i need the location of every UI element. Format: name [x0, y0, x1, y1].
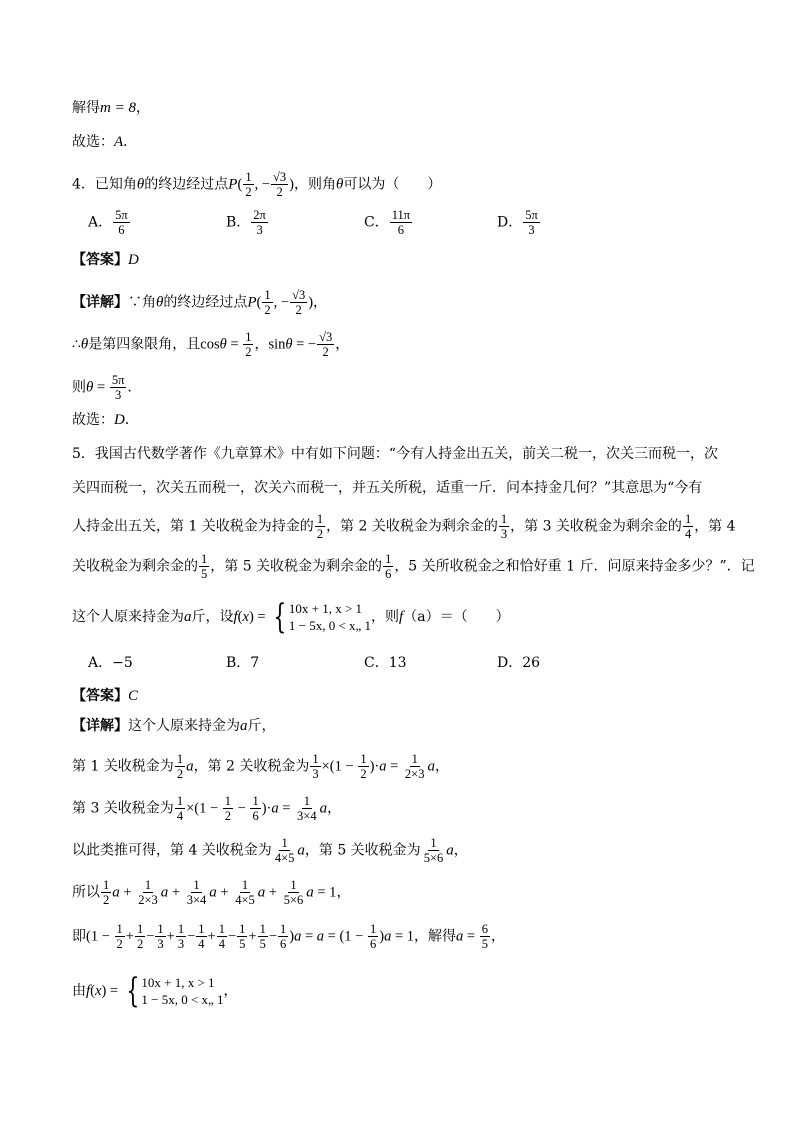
choice-line: 故选：A．	[72, 134, 138, 150]
solve-line: 解得m = 8，	[72, 100, 150, 116]
q5-option-b: B．7	[226, 655, 260, 671]
q5-option-d: D．26	[497, 655, 541, 671]
q5-line-4: 关收税金为剩余金的 $\frac{1}{5}$ ，第 5 关收税金为剩余金的 $\frac{1}{6}$ ，5 关所收税金之和恰好重 1 斤．问原来持金多少？”．记	[72, 552, 755, 581]
q5-line-2: 关四而税一，次关五而税一，次关六而税一，并五关所税，适重一斤．问本持金几何？”其意思为“今有	[72, 480, 703, 496]
q5-option-c: C．13	[364, 655, 407, 671]
q5-detail-6: 即(1 − $\frac{1}{2}$ + $\frac{1}{2}$ − $\frac{1}{3}$ + $\frac{1}{3}$ − $\frac{1}{4}$ + $\frac{1}{4}$ − $\frac{1}{5}$ + $\frac{1}{5}$ − $\frac{1}{6}$ )a = a = (1 − $\frac{1}{6}$ )a = 1，解得a = $\frac{6}{5}$ ，	[72, 922, 505, 951]
q4-option-b: B． $\frac{2\pi}{3}$	[226, 208, 266, 237]
q4-option-d: D． $\frac{5\pi}{3}$	[497, 208, 538, 237]
q4-answer: 【答案】D	[72, 252, 139, 268]
q5-detail-1: 【详解】这个人原来持金为a斤，	[72, 718, 276, 734]
q4-detail-1: 【详解】∵角θ的终边经过点P( $\frac{1}{2}$ , − $\frac{√3}{2}$ )，	[72, 288, 328, 317]
q5-detail-5: 所以 $\frac{1}{2}$ a + $\frac{1}{2\times 3}$ a + $\frac{1}{3\times 4}$ a + $\frac{1}{4\times 5}$ a + $\frac{1}{5\times 6}$ a = 1，	[72, 878, 351, 907]
q5-line-5: 这个人原来持金为a斤，设f(x) = { 10x + 1, x > 1 1 − 5x, 0 < x„ 1 ，则f（a）＝（ ）	[72, 597, 510, 637]
q5-line-3: 人持金出五关，第 1 关收税金为持金的 $\frac{1}{2}$ ，第 2 关收税金为剩余金的 $\frac{1}{3}$ ，第 3 关收税金为剩余金的 $\frac{1}{4}$ ，第 4	[72, 512, 736, 541]
piecewise-function: { 10x + 1, x > 1 1 − 5x, 0 < x„ 1	[273, 597, 372, 637]
piecewise-function-2: { 10x + 1, x > 1 1 − 5x, 0 < x„ 1	[126, 971, 224, 1011]
q4-detail-3: 则θ = $\frac{5\pi}{3}$ ．	[72, 373, 142, 402]
q5-detail-3: 第 3 关收税金为 $\frac{1}{4}$ ×(1 − $\frac{1}{2}$ − $\frac{1}{6}$ )·a = $\frac{1}{3\times 4}$ a，	[72, 794, 342, 823]
question-4: 4．已知角θ的终边经过点P( $\frac{1}{2}$ , − $\frac{√3}{2}$ )，则角θ可以为（ ）	[72, 170, 442, 199]
q5-detail-2: 第 1 关收税金为 $\frac{1}{2}$ a，第 2 关收税金为 $\frac{1}{3}$ ×(1 − $\frac{1}{2}$ )·a = $\frac{1}{2\times 3}$ a，	[72, 752, 449, 781]
q5-line-1: 5．我国古代数学著作《九章算术》中有如下问题：“今有人持金出五关，前关二税一，次关三而税一，次	[72, 446, 719, 462]
q4-option-a: A． $\frac{5\pi}{6}$	[88, 208, 128, 237]
q4-option-c: C． $\frac{11\pi}{6}$	[364, 208, 411, 237]
q5-answer: 【答案】C	[72, 688, 139, 704]
q5-detail-4: 以此类推可得，第 4 关收税金为 $\frac{1}{4\times 5}$ a，第 5 关收税金为 $\frac{1}{5\times 6}$ a，	[72, 836, 468, 865]
q4-detail-2: ∴θ是第四象限角，且cosθ = $\frac{1}{2}$ ，sinθ = − $\frac{√3}{2}$ ，	[72, 330, 350, 359]
q5-detail-7: 由f(x) = { 10x + 1, x > 1 1 − 5x, 0 < x„ 1 ，	[72, 971, 238, 1011]
q5-option-a: A．−5	[88, 655, 133, 671]
q4-detail-4: 故选：D．	[72, 412, 139, 428]
